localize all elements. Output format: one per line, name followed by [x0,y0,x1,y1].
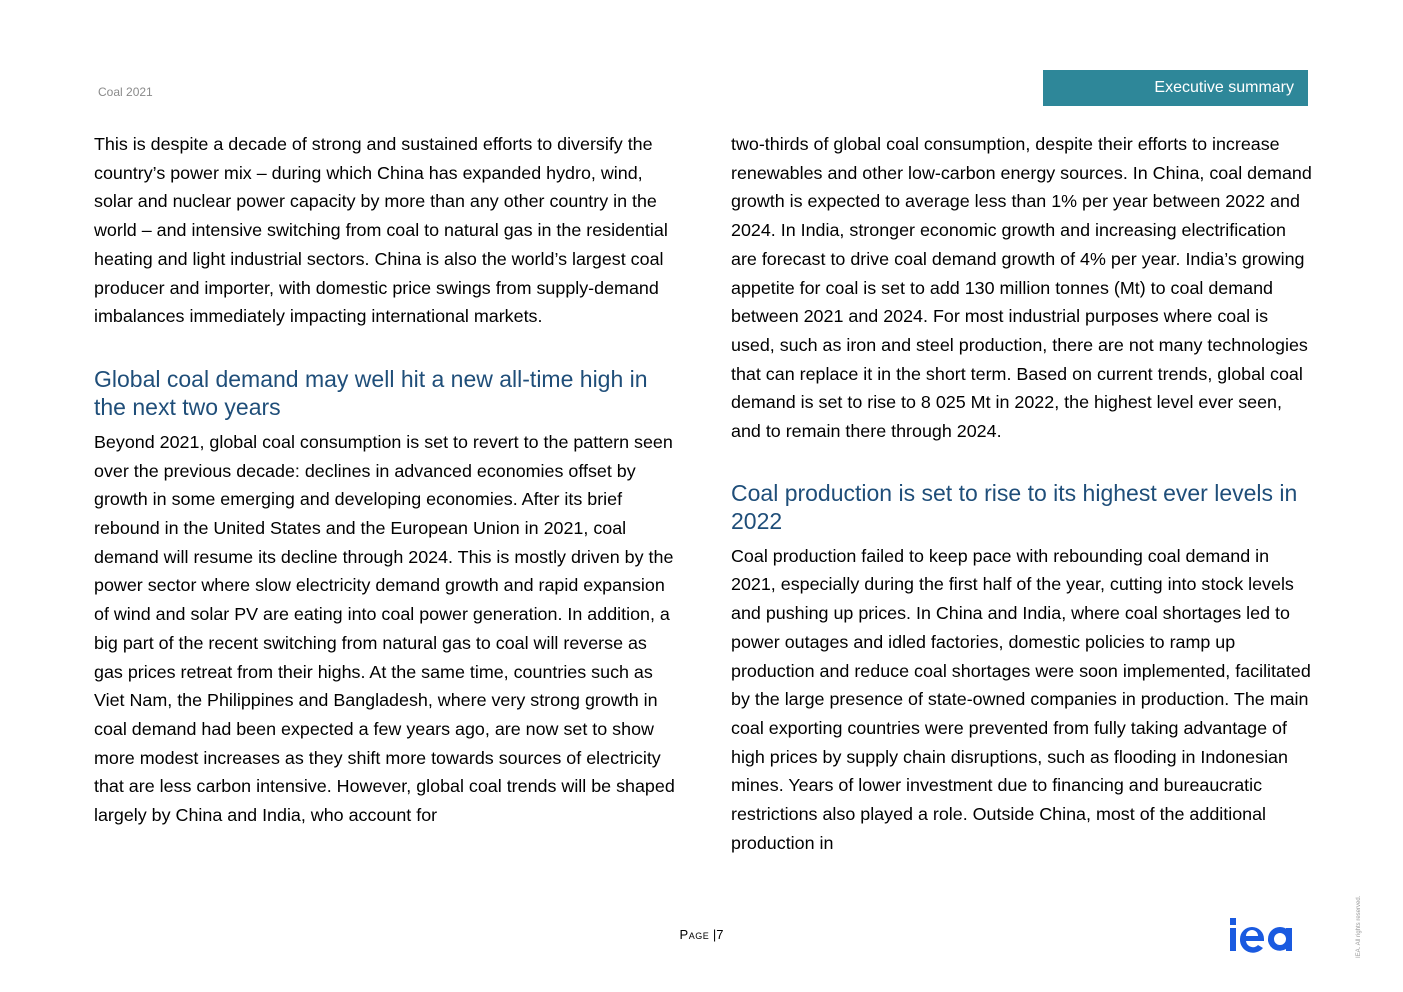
body-paragraph: two-thirds of global coal consumption, despite their efforts to increase renewables and other low-carbon energy sources. In China, coal demand growth is expected to average less than 1% per year between 2022 and 2024. In India, stronger economic growth and increasing electrification are forecast to drive coal demand growth of 4% per year. India’s growing appetite for coal is set to add 130 million tonnes (Mt) to coal demand between 2021 and 2024. For most industrial purposes where coal is used, such as iron and steel production, there are not many technologies that can replace it in the short term. Based on current trends, global coal demand is set to rise to 8 025 Mt in 2022, the highest level ever seen, and to remain there through 2024. [731,134,1312,442]
body-paragraph: Beyond 2021, global coal consumption is set to revert to the pattern seen over the previous decade: declines in advanced economies offset by growth in some emerging and developing economies. After its brief rebound in the United States and the European Union in 2021, coal demand will resume its decline through 2024. This is mostly driven by the power sector where slow electricity demand growth and rapid expansion of wind and solar PV are eating into coal power generation. In addition, a big part of the recent switching from natural gas to coal will reverse as gas prices retreat from their highs. At the same time, countries such as Viet Nam, the Philippines and Bangladesh, where very strong growth in coal demand had been expected a few years ago, are now set to show more modest increases as they shift more towards sources of electricity that are less carbon intensive. However, global coal trends will be shaped largely by China and India, who account for [94,431,675,826]
document-title: Coal 2021 [98,85,153,99]
page-separator: | [712,927,717,942]
section-heading: Global coal demand may well hit a new all-time high in the next two years [94,365,648,421]
rights-notice: IEA. All rights reserved. [1356,895,1362,958]
section-heading: Coal production is set to rise to its highest ever levels in 2022 [731,479,1298,535]
page-number-value: 7 [716,927,724,942]
section-tag: Executive summary [1043,70,1308,106]
body-paragraph: Coal production failed to keep pace with rebounding coal demand in 2021, especially during the first half of the year, cutting into stock levels and pushing up prices. In China and India, where coal shortages led to power outages and idled factories, domestic policies to ramp up production and reduce coal shortages were soon implemented, facilitated by the large presence of state-owned companies in production. The main coal exporting countries were prevented from fully taking advantage of high prices by supply chain disruptions, such as flooding in Indonesian mines. Years of lower investment due to financing and bureaucratic restrictions also played a role. Outside China, most of the additional production in [731,545,1311,853]
body-paragraph: This is despite a decade of strong and sustained efforts to diversify the country’s power mix – during which China has expanded hydro, wind, solar and nuclear power capacity by more than any other country in the world – and intensive switching from coal to natural gas in the residential heating and light industrial sectors. China is also the world’s largest coal producer and importer, with domestic price swings from supply-demand imbalances immediately impacting international markets. [94,134,668,327]
left-column [94,130,678,830]
page-label: Page [679,927,710,942]
right-column [731,130,1315,857]
page-number [0,927,1403,942]
iea-logo [1230,915,1310,955]
